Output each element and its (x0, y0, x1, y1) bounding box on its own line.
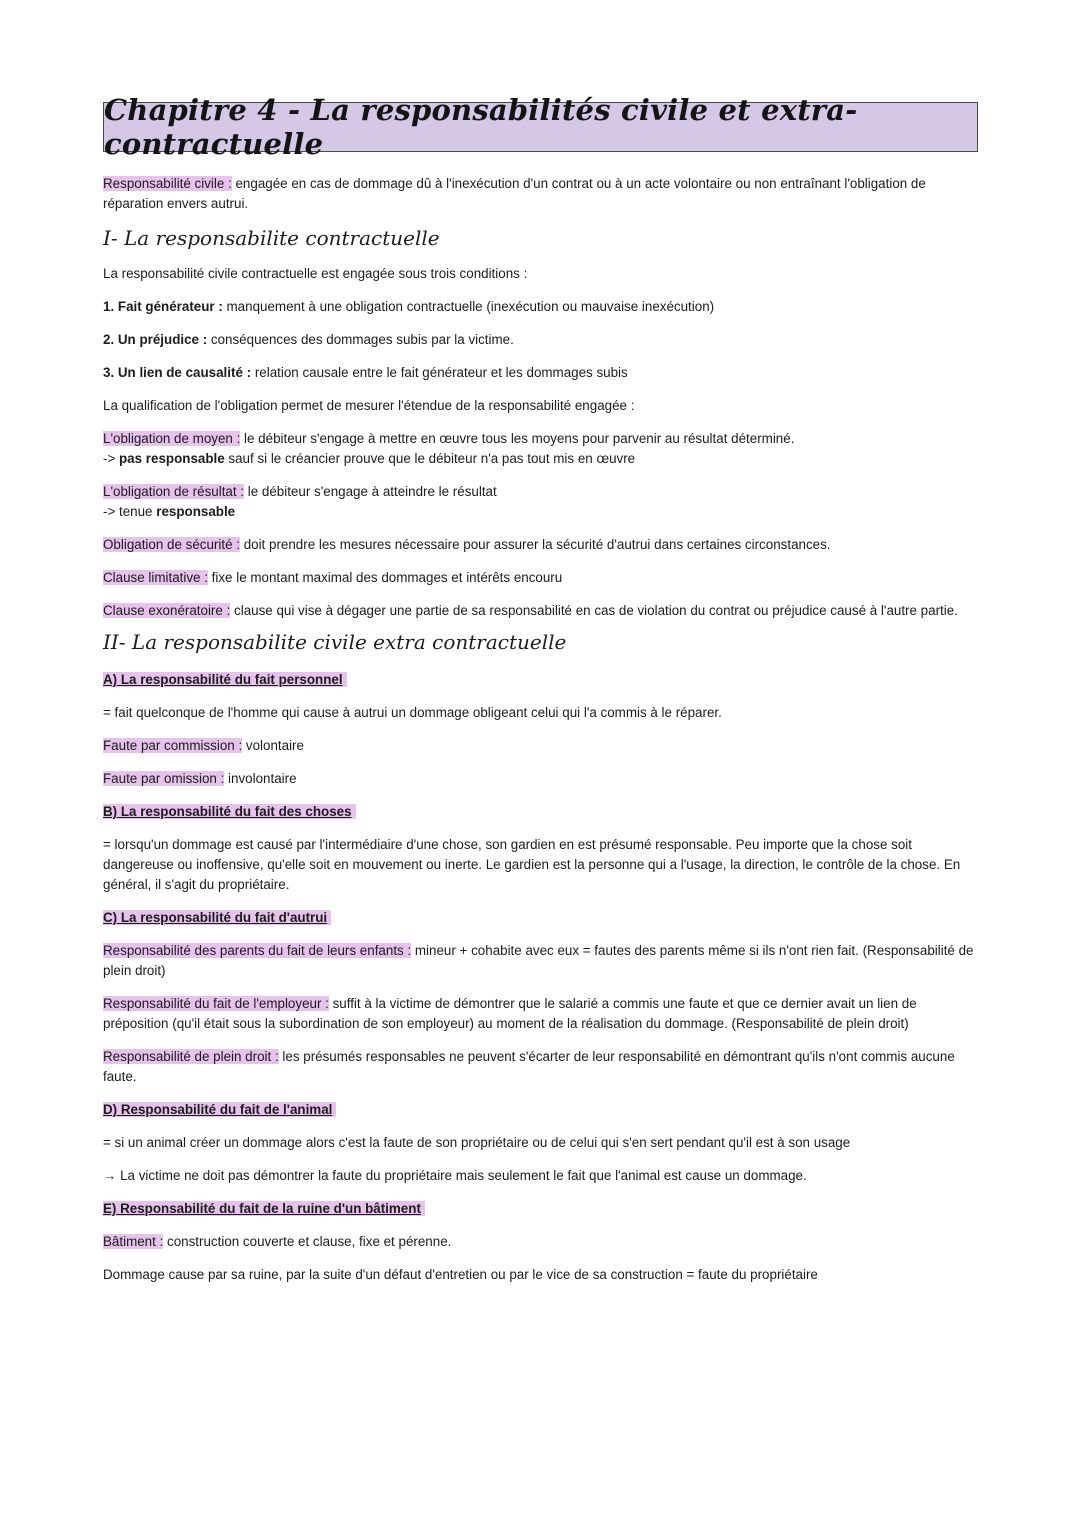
clause-limitative: Clause limitative : fixe le montant maximal des dommages et intérêts encouru (103, 570, 563, 585)
intro-term: Responsabilité civile : (103, 176, 232, 191)
intro-paragraph: Responsabilité civile : engagée en cas de dommage dû à l'inexécution d'un contrat ou à un acte volontaire ou non entraînant l'obligation de réparation envers autrui. (103, 176, 926, 211)
batiment-definition: Bâtiment : construction couverte et clause, fixe et pérenne. (103, 1234, 452, 1249)
subsection-d-title: D) Responsabilité du fait de l'animal (103, 1100, 978, 1120)
subsection-a-title: A) La responsabilité du fait personnel (103, 670, 978, 690)
subsection-a-definition: = fait quelconque de l'homme qui cause à autrui un dommage obligeant celui qui l'a commis à le réparer. (103, 705, 722, 720)
qualification-paragraph: La qualification de l'obligation permet de mesurer l'étendue de la responsabilité engagée : (103, 398, 635, 413)
subsection-b-title: B) La responsabilité du fait des choses (103, 802, 978, 822)
obligation-moyen: L'obligation de moyen : le débiteur s'engage à mettre en œuvre tous les moyens pour parvenir au résultat déterminé. -> pas responsable sauf si le créancier prouve que le débiteur n'a pas tout mis en œuvre (103, 431, 795, 466)
obligation-resultat: L'obligation de résultat : le débiteur s'engage à atteindre le résultat -> tenue responsable (103, 484, 497, 519)
section-1-heading: I- La responsabilite contractuelle (103, 226, 440, 250)
condition-3: 3. Un lien de causalité : relation causale entre le fait générateur et les dommages subis (103, 365, 628, 380)
document-page (103, 93, 978, 1285)
faute-omission: Faute par omission : involontaire (103, 771, 297, 786)
dommage-ruine: Dommage cause par sa ruine, par la suite d'un défaut d'entretien ou par le vice de sa construction = faute du propriétaire (103, 1267, 818, 1282)
section-1-lead: La responsabilité civile contractuelle est engagée sous trois conditions : (103, 266, 528, 281)
subsection-c-title: C) La responsabilité du fait d'autrui (103, 908, 978, 928)
chapter-title-box (103, 93, 978, 161)
faute-commission: Faute par commission : volontaire (103, 738, 304, 753)
responsabilite-employeur: Responsabilité du fait de l'employeur : suffit à la victime de démontrer que le salarié a commis une faute et que ce dernier avait un lien de préposition (qu'il était sous la subordination de son employeur) au moment de la réalisation du dommage. (Responsabilité de plein droit) (103, 996, 917, 1031)
subsection-d-definition: = si un animal créer un dommage alors c'est la faute de son propriétaire ou de celui qui s'en sert pendant qu'il est à son usage (103, 1135, 851, 1150)
obligation-securite: Obligation de sécurité : doit prendre les mesures nécessaire pour assurer la sécurité d'autrui dans certaines circonstances. (103, 537, 831, 552)
responsabilite-parents: Responsabilité des parents du fait de leurs enfants : mineur + cohabite avec eux = fautes des parents même si ils n'ont rien fait. (Responsabilité de plein droit) (103, 943, 974, 978)
section-2-heading: II- La responsabilite civile extra contractuelle (103, 630, 567, 654)
subsection-b-definition: = lorsqu'un dommage est causé par l'intermédiaire d'une chose, son gardien en est présumé responsable. Peu importe que la chose soit dangereuse ou inoffensive, qu'elle soit en mouvement ou inerte. Le gardien est la personne qui a l'usage, la direction, le contrôle de la chose. En général, il s'agit du propriétaire. (103, 837, 961, 892)
responsabilite-plein-droit: Responsabilité de plein droit : les présumés responsables ne peuvent s'écarter de leur responsabilité en démontrant qu'ils n'ont commis aucune faute. (103, 1049, 955, 1084)
clause-exoneratoire: Clause exonératoire : clause qui vise à dégager une partie de sa responsabilité en cas de violation du contrat ou préjudice causé à l'autre partie. (103, 603, 958, 618)
condition-1: 1. Fait générateur : manquement à une obligation contractuelle (inexécution ou mauvaise inexécution) (103, 299, 715, 314)
subsection-e-title: E) Responsabilité du fait de la ruine d'un bâtiment (103, 1199, 978, 1219)
subsection-d-arrow-note: → La victime ne doit pas démontrer la faute du propriétaire mais seulement le fait que l'animal est cause un dommage. (103, 1168, 807, 1183)
chapter-title: Chapitre 4 - La responsabilités civile et extra-contractuelle (104, 93, 858, 161)
condition-2: 2. Un préjudice : conséquences des dommages subis par la victime. (103, 332, 514, 347)
